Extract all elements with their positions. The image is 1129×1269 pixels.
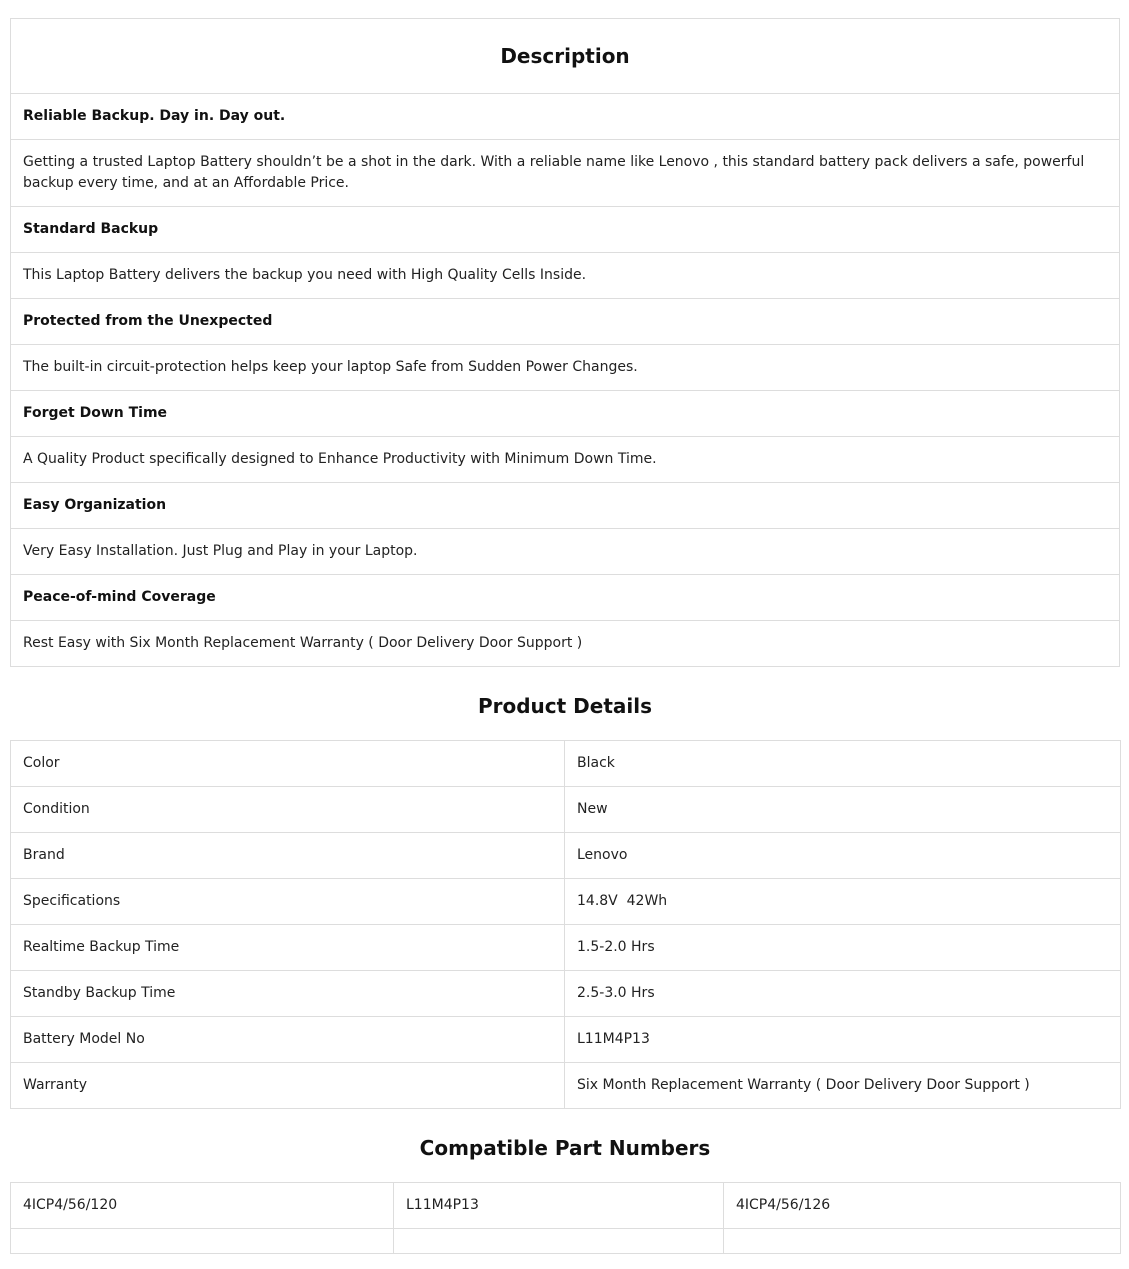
detail-label: Standby Backup Time (11, 971, 565, 1017)
detail-value: 1.5-2.0 Hrs (565, 925, 1121, 971)
description-title: Description (11, 19, 1120, 94)
table-row (11, 787, 1121, 833)
section-heading: Peace-of-mind Coverage (11, 575, 1120, 621)
description-table (10, 18, 1120, 667)
section-text: Getting a trusted Laptop Battery shouldn’t be a shot in the dark. With a reliable name like Lenovo , this standard battery pack delivers a safe, powerful backup every time, and at an Affordable Price. (11, 140, 1120, 207)
detail-label: Brand (11, 833, 565, 879)
table-row (11, 833, 1121, 879)
detail-value: New (565, 787, 1121, 833)
empty-cell (11, 1229, 394, 1254)
table-row (11, 741, 1121, 787)
section-text: This Laptop Battery delivers the backup you need with High Quality Cells Inside. (11, 253, 1120, 299)
part-number: 4ICP4/56/120 (11, 1183, 394, 1229)
detail-label: Condition (11, 787, 565, 833)
part-number: L11M4P13 (394, 1183, 724, 1229)
product-details-table (10, 740, 1121, 1109)
detail-value: L11M4P13 (565, 1017, 1121, 1063)
table-row (11, 879, 1121, 925)
detail-label: Warranty (11, 1063, 565, 1109)
section-text: The built-in circuit-protection helps keep your laptop Safe from Sudden Power Changes. (11, 345, 1120, 391)
section-text: Very Easy Installation. Just Plug and Play in your Laptop. (11, 529, 1120, 575)
table-row (11, 971, 1121, 1017)
section-heading: Protected from the Unexpected (11, 299, 1120, 345)
product-details-title: Product Details (477, 694, 653, 718)
table-row (11, 925, 1121, 971)
section-heading: Forget Down Time (11, 391, 1120, 437)
section-heading: Reliable Backup. Day in. Day out. (11, 94, 1120, 140)
section-heading: Easy Organization (11, 483, 1120, 529)
detail-label: Color (11, 741, 565, 787)
compatible-parts-table (10, 1182, 1121, 1254)
part-number: 4ICP4/56/126 (724, 1183, 1121, 1229)
empty-cell (394, 1229, 724, 1254)
section-text: Rest Easy with Six Month Replacement Warranty ( Door Delivery Door Support ) (11, 621, 1120, 667)
detail-label: Specifications (11, 879, 565, 925)
compatible-parts-title: Compatible Part Numbers (419, 1136, 711, 1160)
section-heading: Standard Backup (11, 207, 1120, 253)
detail-label: Realtime Backup Time (11, 925, 565, 971)
empty-cell (724, 1229, 1121, 1254)
table-row (11, 1229, 1121, 1254)
section-text: A Quality Product specifically designed to Enhance Productivity with Minimum Down Time. (11, 437, 1120, 483)
detail-value: Black (565, 741, 1121, 787)
detail-value: Six Month Replacement Warranty ( Door Delivery Door Support ) (565, 1063, 1121, 1109)
detail-label: Battery Model No (11, 1017, 565, 1063)
detail-value: Lenovo (565, 833, 1121, 879)
table-row (11, 1063, 1121, 1109)
detail-value: 2.5-3.0 Hrs (565, 971, 1121, 1017)
table-row (11, 1183, 1121, 1229)
table-row (11, 1017, 1121, 1063)
detail-value: 14.8V 42Wh (565, 879, 1121, 925)
